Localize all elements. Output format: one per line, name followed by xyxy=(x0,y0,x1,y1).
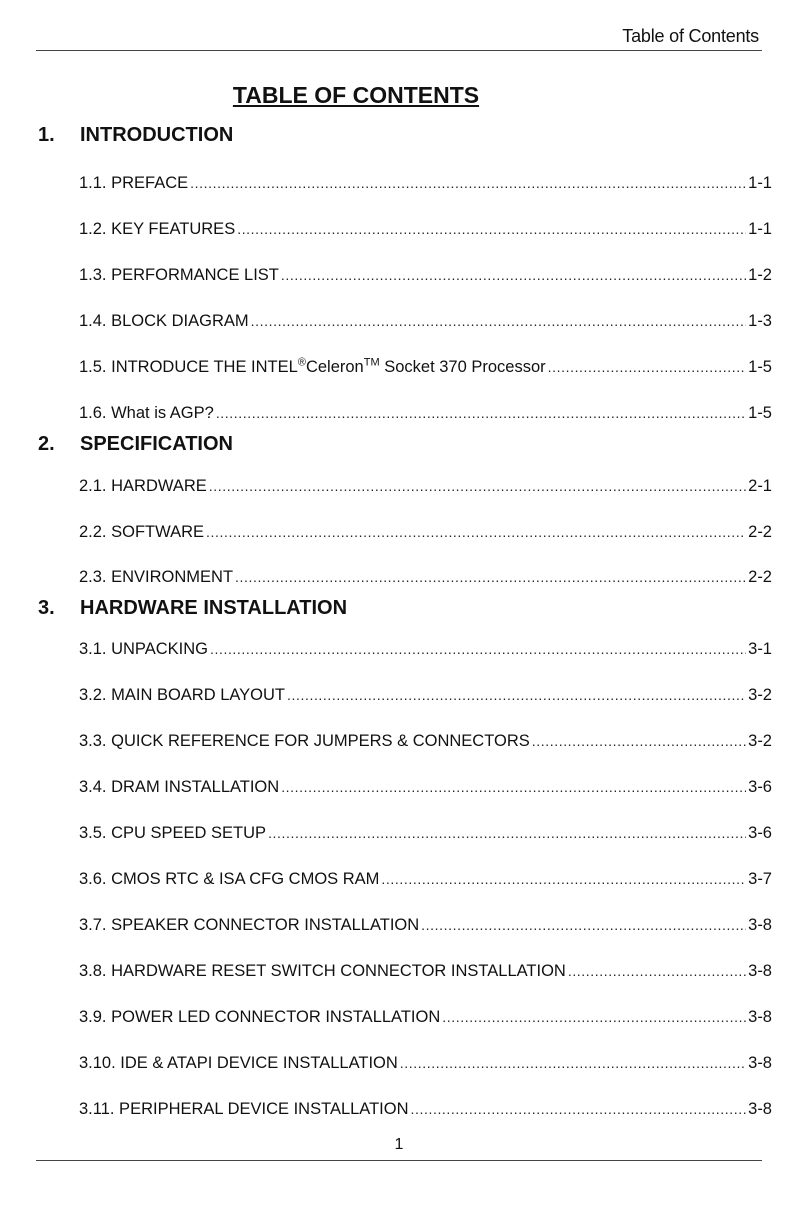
footer-rule xyxy=(36,1160,762,1161)
dot-leader xyxy=(442,1005,746,1029)
toc-entry-label: 2.3. ENVIRONMENT xyxy=(79,568,234,586)
toc-entry-page: 3-1 xyxy=(748,640,772,658)
dot-leader xyxy=(190,171,746,195)
toc-entry-label: 1.6. What is AGP? xyxy=(79,404,214,422)
toc-entry-page: 1-5 xyxy=(748,358,772,376)
dot-leader xyxy=(568,959,746,983)
toc-entry[interactable] xyxy=(79,309,772,333)
dot-leader xyxy=(206,520,746,544)
toc-entry-label: 3.9. POWER LED CONNECTOR INSTALLATION xyxy=(79,1008,441,1026)
toc-entry[interactable] xyxy=(79,401,772,425)
toc-entry-label: 3.1. UNPACKING xyxy=(79,640,208,658)
toc-entry-page: 1-5 xyxy=(748,404,772,422)
toc-entry[interactable] xyxy=(79,683,772,707)
header-rule xyxy=(36,50,762,51)
section-title: SPECIFICATION xyxy=(80,433,233,455)
toc-entry-page: 1-3 xyxy=(748,312,772,330)
toc-entry-page: 3-8 xyxy=(748,1054,772,1072)
running-header: Table of Contents xyxy=(622,26,759,46)
toc-entry[interactable] xyxy=(79,775,772,799)
toc-entry[interactable] xyxy=(79,637,772,661)
dot-leader xyxy=(421,913,746,937)
toc-entry-page: 1-2 xyxy=(748,266,772,284)
dot-leader xyxy=(532,729,746,753)
toc-entry-label: 1.3. PERFORMANCE LIST xyxy=(79,266,279,284)
dot-leader xyxy=(281,263,746,287)
toc-entry-page: 1-1 xyxy=(748,220,772,238)
toc-entry-label: 2.1. HARDWARE xyxy=(79,477,207,495)
dot-leader xyxy=(400,1051,746,1075)
toc-entry-page: 3-2 xyxy=(748,686,772,704)
section-number: 2. xyxy=(38,433,55,455)
toc-entry[interactable] xyxy=(79,821,772,845)
dot-leader xyxy=(237,217,746,241)
toc-entry[interactable] xyxy=(79,520,772,544)
toc-entry[interactable] xyxy=(79,959,772,983)
toc-entry[interactable] xyxy=(79,1051,772,1075)
dot-leader xyxy=(548,355,747,379)
toc-entry-label: 3.11. PERIPHERAL DEVICE INSTALLATION xyxy=(79,1100,409,1118)
toc-entry[interactable] xyxy=(79,217,772,241)
toc-entry[interactable] xyxy=(79,355,772,379)
toc-entry[interactable] xyxy=(79,565,772,589)
toc-entry-page: 2-2 xyxy=(748,568,772,586)
toc-entry-label: 3.6. CMOS RTC & ISA CFG CMOS RAM xyxy=(79,870,380,888)
dot-leader xyxy=(381,867,746,891)
section-number: 1. xyxy=(38,124,55,146)
toc-entry-page: 3-7 xyxy=(748,870,772,888)
toc-entry-page: 3-8 xyxy=(748,962,772,980)
toc-entry[interactable] xyxy=(79,1005,772,1029)
section-number: 3. xyxy=(38,597,55,619)
toc-entry[interactable] xyxy=(79,867,772,891)
toc-entry-page: 3-8 xyxy=(748,1008,772,1026)
toc-entry-page: 3-6 xyxy=(748,778,772,796)
toc-entry-page: 2-2 xyxy=(748,523,772,541)
toc-entry-label: 3.7. SPEAKER CONNECTOR INSTALLATION xyxy=(79,916,420,934)
dot-leader xyxy=(251,309,747,333)
dot-leader xyxy=(268,821,746,845)
toc-entry-label: 3.4. DRAM INSTALLATION xyxy=(79,778,280,796)
dot-leader xyxy=(411,1097,747,1121)
toc-entry-label: 1.4. BLOCK DIAGRAM xyxy=(79,312,249,330)
toc-entry-page: 3-6 xyxy=(748,824,772,842)
toc-entry-page: 1-1 xyxy=(748,174,772,192)
toc-entry-label: 3.5. CPU SPEED SETUP xyxy=(79,824,267,842)
toc-entry[interactable] xyxy=(79,171,772,195)
toc-entry-label: 3.10. IDE & ATAPI DEVICE INSTALLATION xyxy=(79,1054,398,1072)
toc-entry-label: 2.2. SOFTWARE xyxy=(79,523,204,541)
dot-leader xyxy=(216,401,746,425)
dot-leader xyxy=(210,637,746,661)
toc-entry[interactable] xyxy=(79,913,772,937)
toc-entry-label: 3.3. QUICK REFERENCE FOR JUMPERS & CONNECTORS xyxy=(79,732,530,750)
toc-entry[interactable] xyxy=(79,729,772,753)
toc-entry[interactable] xyxy=(79,1097,772,1121)
page-title: TABLE OF CONTENTS xyxy=(232,82,480,108)
section-title: HARDWARE INSTALLATION xyxy=(80,597,348,619)
dot-leader xyxy=(281,775,746,799)
toc-entry-page: 3-8 xyxy=(748,916,772,934)
toc-entry-label: 3.8. HARDWARE RESET SWITCH CONNECTOR INSTALLATION xyxy=(79,962,566,980)
toc-entry-label: 1.2. KEY FEATURES xyxy=(79,220,236,238)
toc-entry[interactable] xyxy=(79,263,772,287)
page-number: 1 xyxy=(394,1136,404,1153)
dot-leader xyxy=(287,683,746,707)
toc-entry-page: 3-2 xyxy=(748,732,772,750)
dot-leader xyxy=(209,474,746,498)
dot-leader xyxy=(235,565,746,589)
section-title: INTRODUCTION xyxy=(80,124,234,146)
toc-entry-label: 1.5. INTRODUCE THE INTEL®Celeron™ Socket 370 Processor xyxy=(79,356,546,376)
toc-entry[interactable] xyxy=(79,474,772,498)
toc-entry-label: 3.2. MAIN BOARD LAYOUT xyxy=(79,686,285,704)
toc-entry-page: 2-1 xyxy=(748,477,772,495)
toc-entry-page: 3-8 xyxy=(748,1100,772,1118)
toc-entry-label: 1.1. PREFACE xyxy=(79,174,189,192)
